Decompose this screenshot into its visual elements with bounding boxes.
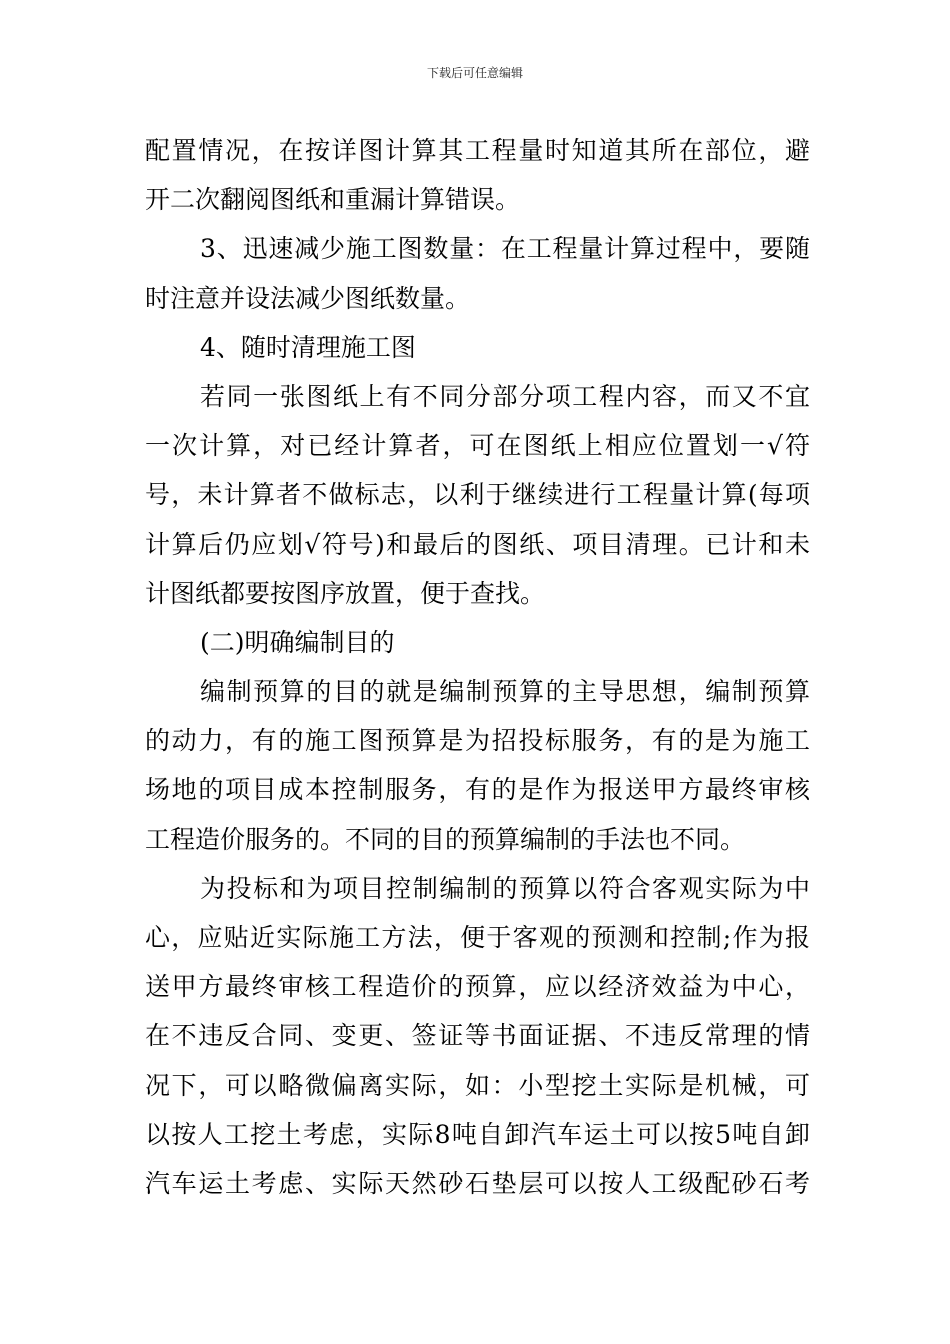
paragraph-line: 心，应贴近实际施工方法，便于客观的预测和控制;作为报	[145, 923, 810, 952]
paragraph-line: 计算后仍应划√符号)和最后的图纸、项目清理。已计和未	[145, 529, 810, 559]
paragraph-line: 在不违反合同、变更、签证等书面证据、不违反常理的情	[145, 1021, 810, 1051]
paragraph-line: 的动力，有的施工图预算是为招投标服务，有的是为施工	[145, 726, 810, 756]
body-text	[145, 126, 810, 1208]
paragraph-line: 为投标和为项目控制编制的预算以符合客观实际为中	[200, 873, 810, 903]
paragraph-line: 3、迅速减少施工图数量：在工程量计算过程中，要随	[200, 234, 810, 264]
paragraph-line: 计图纸都要按图序放置，便于查找。	[145, 578, 546, 608]
paragraph-line: 工程造价服务的。不同的目的预算编制的手法也不同。	[145, 824, 746, 854]
paragraph-line: 编制预算的目的就是编制预算的主导思想，编制预算	[200, 677, 810, 707]
paragraph-line: 若同一张图纸上有不同分部分项工程内容，而又不宜	[200, 381, 810, 411]
paragraph-line: 场地的项目成本控制服务，有的是作为报送甲方最终审核	[145, 775, 810, 805]
paragraph-line: 以按人工挖土考虑，实际8吨自卸汽车运土可以按5吨自卸	[145, 1119, 810, 1149]
paragraph-line: 时注意并设法减少图纸数量。	[145, 283, 471, 313]
paragraph-line: 送甲方最终审核工程造价的预算，应以经济效益为中心，	[145, 972, 810, 1002]
paragraph-line: 汽车运土考虑、实际天然砂石垫层可以按人工级配砂石考	[145, 1168, 810, 1198]
paragraph-line: 开二次翻阅图纸和重漏计算错误。	[145, 185, 521, 215]
page-header-note: 下载后可任意编辑	[426, 66, 523, 80]
paragraph-line: 号，未计算者不做标志，以利于继续进行工程量计算(每项	[145, 480, 810, 510]
section-heading: 4、随时清理施工图	[200, 332, 416, 362]
section-heading: (二)明确编制目的	[200, 627, 395, 657]
paragraph-line: 一次计算，对已经计算者，可在图纸上相应位置划一√符	[145, 431, 810, 461]
paragraph-line: 配置情况，在按详图计算其工程量时知道其所在部位，避	[145, 136, 810, 165]
paragraph-line: 况下，可以略微偏离实际，如：小型挖土实际是机械，可	[145, 1070, 810, 1100]
